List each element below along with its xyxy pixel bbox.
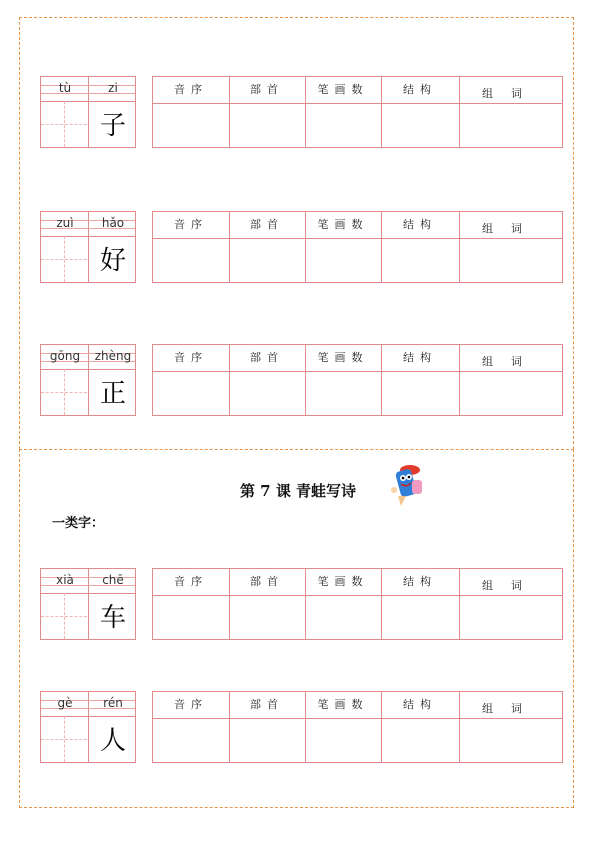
pinyin-right: hǎo (101, 216, 125, 230)
tianzi-cell (40, 344, 136, 416)
header-bihuashu: 笔画数 (317, 351, 369, 364)
tianzi-cell (40, 211, 136, 283)
header-bihuashu: 笔画数 (317, 83, 369, 96)
section-label: 一类字： (52, 516, 105, 531)
hanzi-character: 人 (99, 726, 126, 756)
pinyin-left: gè (57, 696, 73, 710)
analysis-table (152, 344, 563, 416)
character-row (0, 76, 596, 150)
hanzi-character: 好 (99, 246, 126, 276)
header-bihuashu: 笔画数 (317, 698, 369, 711)
tianzi-cell (40, 568, 136, 640)
pinyin-left: xià (56, 573, 74, 587)
tianzi-cell (40, 691, 136, 763)
pinyin-left: tù (58, 81, 72, 95)
header-yinxu: 音序 (174, 575, 208, 588)
hanzi-character: 车 (99, 603, 126, 633)
header-zuci: 组词 (482, 222, 540, 235)
header-bushou: 部首 (250, 698, 284, 711)
hanzi-character: 子 (99, 111, 126, 141)
header-yinxu: 音序 (174, 351, 208, 364)
header-jiegou: 结构 (403, 575, 437, 588)
lesson-title: 第 7 课 青蛙写诗 (239, 482, 357, 500)
pinyin-right: zhèng (94, 349, 132, 363)
pinyin-left: gōng (49, 349, 81, 363)
tianzi-cell (40, 76, 136, 148)
pencil-mascot-icon (384, 462, 426, 508)
header-zuci: 组词 (482, 579, 540, 592)
hanzi-character: 正 (99, 379, 126, 409)
header-zuci: 组词 (482, 355, 540, 368)
header-jiegou: 结构 (403, 218, 437, 231)
header-bushou: 部首 (250, 218, 284, 231)
pinyin-left: zuì (56, 216, 74, 230)
character-row (0, 344, 596, 418)
character-row (0, 691, 596, 765)
header-yinxu: 音序 (174, 698, 208, 711)
header-jiegou: 结构 (403, 351, 437, 364)
header-bihuashu: 笔画数 (317, 218, 369, 231)
character-row (0, 568, 596, 642)
header-bushou: 部首 (250, 351, 284, 364)
header-bihuashu: 笔画数 (317, 575, 369, 588)
pinyin-right: zi (108, 81, 118, 95)
analysis-table (152, 211, 563, 283)
header-zuci: 组词 (482, 702, 540, 715)
header-jiegou: 结构 (403, 83, 437, 96)
header-zuci: 组词 (482, 87, 540, 100)
pinyin-right: rén (103, 696, 123, 710)
header-bushou: 部首 (250, 575, 284, 588)
header-yinxu: 音序 (174, 83, 208, 96)
analysis-table (152, 691, 563, 763)
header-jiegou: 结构 (403, 698, 437, 711)
character-row (0, 211, 596, 285)
header-bushou: 部首 (250, 83, 284, 96)
pinyin-right: chē (102, 573, 124, 587)
analysis-table (152, 76, 563, 148)
analysis-table (152, 568, 563, 640)
header-yinxu: 音序 (174, 218, 208, 231)
